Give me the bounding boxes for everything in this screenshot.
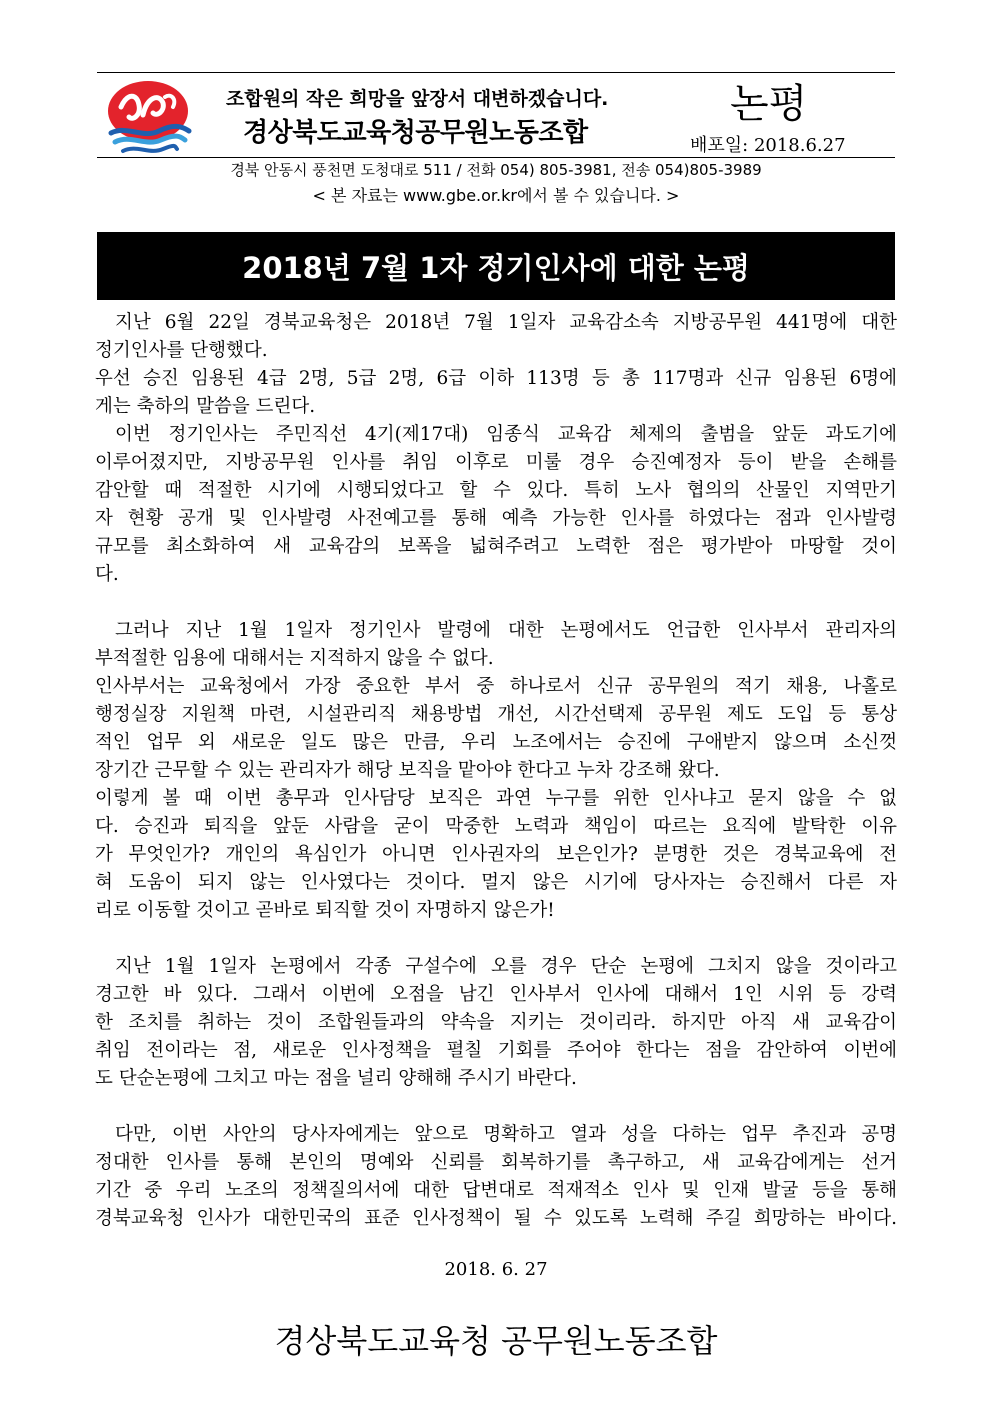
body-line: 우선 승진 임용된 4급 2명, 5급 2명, 6급 이하 113명 등 총 117명과 신규 임용된 6명에 — [95, 368, 897, 389]
body-line: 다. 승진과 퇴직을 앞둔 사람을 굳이 막중한 노력과 책임이 따르는 요직에 발탁한 이유 — [95, 816, 897, 837]
union-logo-icon — [103, 77, 193, 159]
union-slogan: 조합원의 작은 희망을 앞장서 대변하겠습니다. — [226, 88, 609, 110]
body-line: 부적절한 임용에 대해서는 지적하지 않을 수 없다. — [95, 648, 494, 669]
organization-name: 경상북도교육청공무원노동조합 — [243, 118, 588, 148]
body-line: 혀 도움이 되지 않는 인사였다는 것이다. 멀지 않은 시기에 당사자는 승진해서 다른 자 — [95, 872, 897, 893]
document-body — [95, 309, 897, 1233]
body-line: 행정실장 지원책 마련, 시설관리직 채용방법 개선, 시간선택제 공무원 제도 도입 등 통상 — [95, 704, 897, 725]
header-bottom-rule — [97, 157, 895, 158]
body-line: 이번 정기인사는 주민직선 4기(제17대) 임종식 교육감 체제의 출범을 앞둔 과도기에 — [115, 424, 897, 445]
body-section — [95, 617, 897, 925]
body-line: 가 무엇인가? 개인의 욕심인가 아니면 인사권자의 보은인가? 분명한 것은 경북교육에 전 — [95, 844, 897, 865]
body-line: 다. — [95, 564, 119, 585]
body-line: 이렇게 볼 때 이번 총무과 인사담당 보직은 과연 누구를 위한 인사냐고 묻지 않을 수 없 — [95, 788, 897, 809]
body-line: 규모를 최소화하여 새 교육감의 보폭을 넓혀주려고 노력한 점은 평가받아 마땅할 것이 — [95, 536, 897, 557]
body-line: 인사부서는 교육청에서 가장 중요한 부서 중 하나로서 신규 공무원의 적기 채용, 나홀로 — [95, 676, 897, 697]
paragraph-gap — [95, 589, 897, 617]
body-line: 기간 중 우리 노조의 정책질의서에 대한 답변대로 적재적소 인사 및 인재 발굴 등을 통해 — [95, 1180, 897, 1201]
document-title-bar — [97, 232, 895, 300]
body-line: 경고한 바 있다. 그래서 이번에 오점을 남긴 인사부서 인사에 대해서 1인 시위 등 강력 — [95, 984, 897, 1005]
body-line: 경북교육청 인사가 대한민국의 표준 인사정책이 될 수 있도록 노력해 주길 희망하는 바이다. — [95, 1208, 897, 1229]
body-line: 도 단순논평에 그치고 마는 점을 널리 양해해 주시기 바란다. — [95, 1068, 577, 1089]
body-line: 다만, 이번 사안의 당사자에게는 앞으로 명확하고 열과 성을 다하는 업무 추진과 공명 — [115, 1124, 897, 1145]
body-line: 자 현황 공개 및 인사발령 사전예고를 통해 예측 가능한 인사를 하였다는 점과 인사발령 — [95, 508, 897, 529]
body-section — [95, 953, 897, 1093]
document-title: 2018년 7월 1자 정기인사에 대한 논평 — [242, 250, 750, 285]
body-line: 취임 전이라는 점, 새로운 인사정책을 펼칠 기회를 주어야 한다는 점을 감안하여 이번에 — [95, 1040, 897, 1061]
body-line: 게는 축하의 말씀을 드린다. — [95, 396, 316, 417]
release-date: 배포일: 2018.6.27 — [690, 135, 846, 156]
body-line: 그러나 지난 1월 1일자 정기인사 발령에 대한 논평에서도 언급한 인사부서 관리자의 — [115, 620, 897, 641]
body-section — [95, 309, 897, 589]
document-date: 2018. 6. 27 — [444, 1259, 548, 1280]
body-line: 적인 업무 외 새로운 일도 많은 만큼, 우리 노조에서는 승진에 구애받지 않으며 소신껏 — [95, 732, 897, 753]
document-type: 논평 — [730, 81, 808, 127]
paragraph-gap — [95, 1093, 897, 1121]
body-line: 장기간 근무할 수 있는 관리자가 해당 보직을 맡아야 한다고 누차 강조해 왔다. — [95, 760, 720, 781]
body-line: 정기인사를 단행했다. — [95, 340, 268, 361]
body-section — [95, 1121, 897, 1233]
paragraph-gap — [95, 925, 897, 953]
body-line: 감안할 때 적절한 시기에 시행되었다고 할 수 있다. 특히 노사 협의의 산물인 지역만기 — [95, 480, 897, 501]
body-line: 이루어졌지만, 지방공무원 인사를 취임 이후로 미룰 경우 승진예정자 등이 받을 손해를 — [95, 452, 897, 473]
contact-address: 경북 안동시 풍천면 도청대로 511 / 전화 054) 805-3981, 전송 054)805-3989 — [230, 161, 762, 179]
website-note: < 본 자료는 www.gbe.or.kr에서 볼 수 있습니다. > — [312, 186, 680, 205]
body-line: 한 조치를 취하는 것이 조합원들과의 약속을 지키는 것이리라. 하지만 아직 새 교육감이 — [95, 1012, 897, 1033]
body-line: 지난 1월 1일자 논평에서 각종 구설수에 오를 경우 단순 논평에 그치지 않을 것이라고 — [115, 956, 897, 977]
body-line: 리로 이동할 것이고 곧바로 퇴직할 것이 자명하지 않은가! — [95, 900, 555, 921]
body-line: 지난 6월 22일 경북교육청은 2018년 7월 1일자 교육감소속 지방공무원 441명에 대한 — [115, 312, 897, 333]
signature-organization: 경상북도교육청 공무원노동조합 — [274, 1322, 718, 1360]
body-line: 정대한 인사를 통해 본인의 명예와 신뢰를 회복하기를 촉구하고, 새 교육감에게는 선거 — [95, 1152, 897, 1173]
